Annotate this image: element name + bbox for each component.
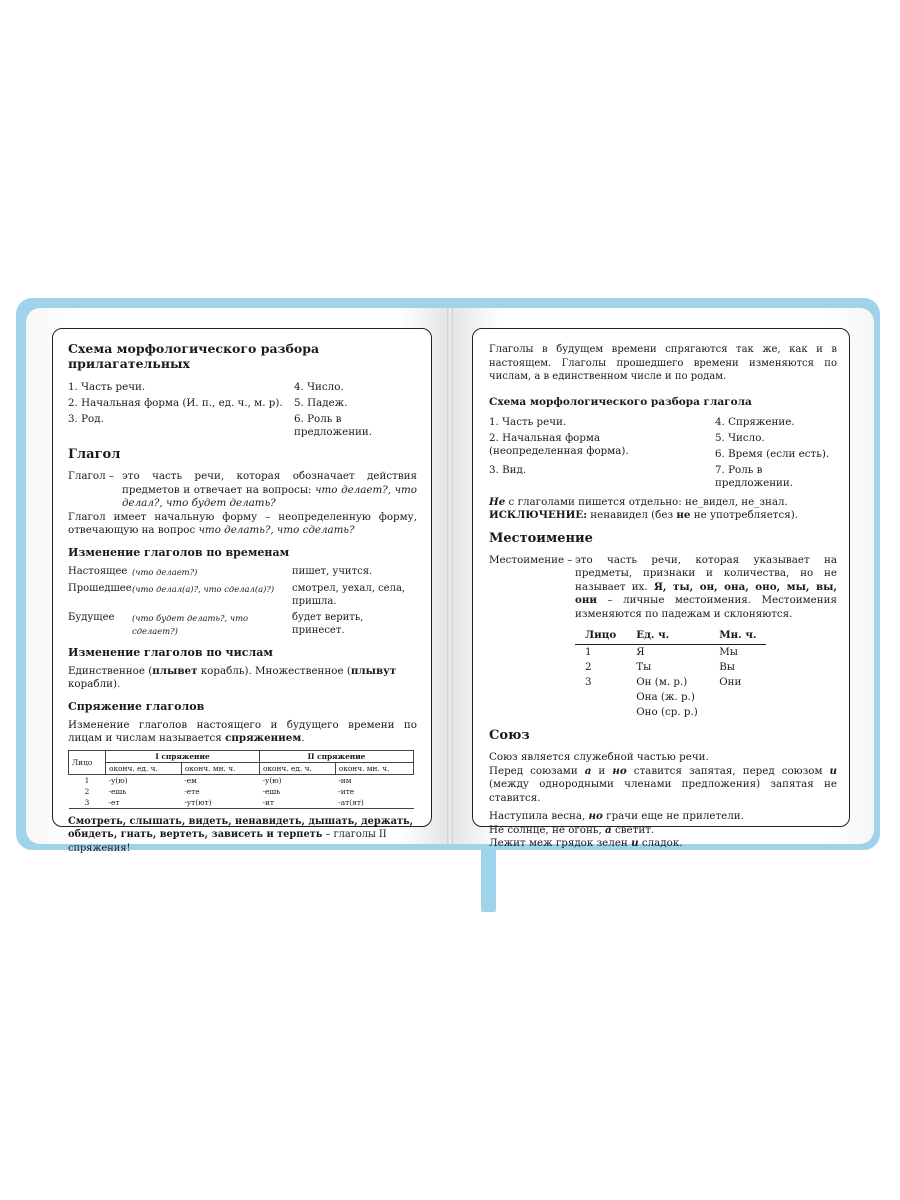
conjugation-text: Изменение глаголов настоящего и будущего времени по лицам и числам называется спряжением. xyxy=(68,718,417,744)
union-example-3: Лежит меж грядок зелен и сладок. xyxy=(489,837,683,849)
list-item: 1. Часть речи. xyxy=(489,415,567,428)
table-row: Она (ж. р.) xyxy=(636,691,695,703)
page-gutter xyxy=(447,308,453,844)
union-rule: Перед союзами а и но ставится запятая, перед союзом и (между однородными членами предложения) запятая не ставится. xyxy=(489,764,837,804)
list-item: 2. Начальная форма (И. п., ед. ч., м. р). xyxy=(68,397,283,409)
verb-scheme-title: Схема морфологического разбора глагола xyxy=(489,395,752,408)
ne-rule: Не с глаголами пишется отдельно: не_видел, не_знал. xyxy=(489,495,788,508)
adjective-scheme-title: Схема морфологического разбора прилагательных xyxy=(68,341,320,371)
verb-scheme-list xyxy=(489,416,837,490)
verb-term: Глагол – xyxy=(68,470,115,482)
verb-infinitive-text: Глагол имеет начальную форму – неопределенную форму, отвечающую на вопрос что делать?, что сделать? xyxy=(68,510,417,536)
ne-exception: ИСКЛЮЧЕНИЕ: ненавидел (без не не употребляется). xyxy=(489,509,799,521)
list-item: 2. Начальная форма (неопределенная форма). xyxy=(489,431,629,457)
conjugation-table: Лицо I спряжение II спряжение оконч. ед. ч. оконч. мн. ч. оконч. ед. ч. оконч. мн. ч. 1 -у(ю) -ем -у(ю) -им 2 -ешь -ете -ешь -ите 3 -ет -ут(ют) -ит -ат(ят) xyxy=(68,750,414,809)
list-item: 4. Число. xyxy=(294,381,344,393)
pronoun-definition: Местоимение – это часть речи, которая указывает на предметы, признаки и количества, но не называет их. Я, ты, он, она, оно, мы, вы, они – личные местоимения. Местоимения изменяются по падежам и склоняются. xyxy=(489,553,838,620)
table-row: 2 -ешь -ете -ешь -ите xyxy=(84,786,355,796)
list-item: 5. Падеж. xyxy=(294,397,348,409)
list-item: 3. Род. xyxy=(68,413,104,425)
table-row: 2 Ты Вы xyxy=(585,661,735,673)
exception-verbs: Смотреть, слышать, видеть, ненавидеть, дышать, держать, обидеть, гнать, вертеть, зависеть и терпеть – глаголы II спряжения! xyxy=(68,815,414,854)
left-content-frame xyxy=(52,328,432,854)
list-item: 5. Число. xyxy=(715,431,765,444)
union-line-1: Союз является служебной частью речи. xyxy=(489,751,709,763)
list-item: 7. Роль в предложении. xyxy=(715,463,794,489)
verb-definition: Глагол – это часть речи, которая обозначает действия предметов и отвечает на вопросы: что делает?, что делал?, что будет делать? xyxy=(68,470,417,509)
table-row: 3 -ет -ут(ют) -ит -ат(ят) xyxy=(69,797,414,809)
right-content-frame xyxy=(472,328,850,849)
list-item: 1. Часть речи. xyxy=(68,381,146,393)
union-example-2: Не солнце, не огонь, а светит. xyxy=(489,823,655,836)
number-heading: Изменение глаголов по числам xyxy=(68,645,273,659)
tense-list: Настоящее (что делает?) пишет, учится. Прошедшее (что делал(а)?, что сделал(а)?) смотрел, уехал, села, пришла. Будущее (что будет делать?, что сделает?) будет верить, принесет. xyxy=(68,565,406,636)
conjugation-heading: Спряжение глаголов xyxy=(68,699,205,713)
pronoun-heading: Местоимение xyxy=(489,530,593,546)
bookmark-ribbon xyxy=(481,840,496,912)
union-example-1: Наступила весна, но грачи еще не прилетели. xyxy=(489,810,744,822)
list-item: 6. Роль в предложении. xyxy=(294,413,373,438)
number-text: Единственное (плывет корабль). Множественное (плывут корабли). xyxy=(68,664,397,690)
tense-heading: Изменение глаголов по временам xyxy=(68,545,290,559)
future-tense-text: Глаголы в будущем времени спрягаются так же, как и в настоящем. Глаголы прошедшего времени изменяются по числам, а в единственном числе и по родам. xyxy=(489,344,837,382)
list-item: 3. Вид. xyxy=(489,463,527,476)
table-row: Оно (ср. р.) xyxy=(636,706,698,718)
adjective-scheme-list xyxy=(68,381,417,439)
list-item: 6. Время (если есть). xyxy=(715,447,830,460)
table-row: 1 Я Мы xyxy=(585,646,738,658)
list-item: 4. Спряжение. xyxy=(715,415,795,428)
table-row: 1 -у(ю) -ем -у(ю) -им xyxy=(84,775,352,785)
verb-heading: Глагол xyxy=(68,447,121,462)
table-row: 3 Он (м. р.) Они xyxy=(585,676,742,688)
union-heading: Союз xyxy=(489,728,530,743)
pronoun-table: Лицо Ед. ч. Мн. ч. 1 Я Мы 2 Ты Вы 3 Он (м. р.) Они Она (ж. р.) Оно (ср. р.) xyxy=(575,627,766,720)
